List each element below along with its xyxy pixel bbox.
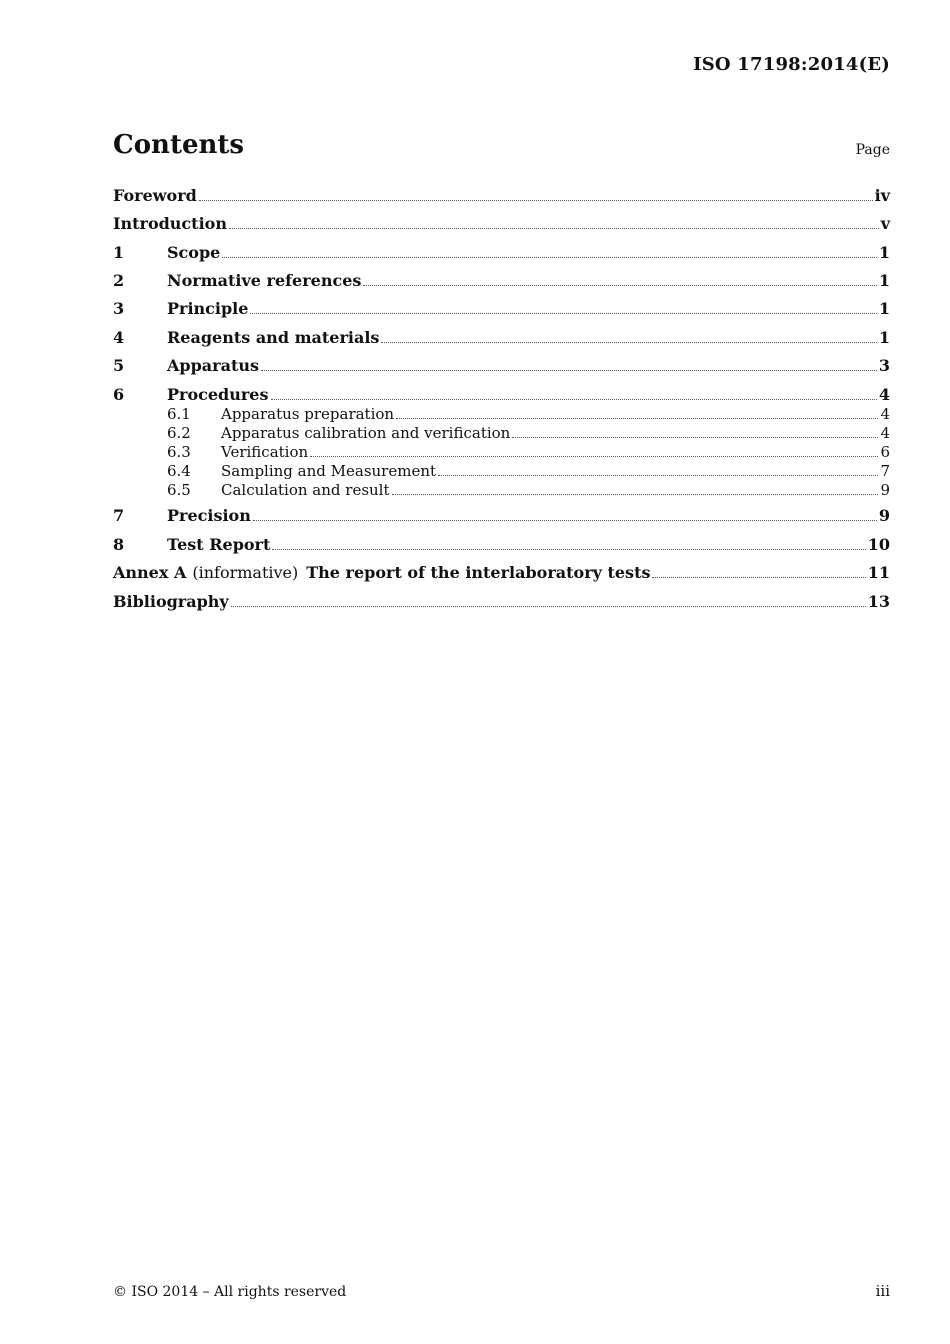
toc-page: 1 bbox=[878, 243, 890, 262]
dot-leader bbox=[652, 576, 865, 578]
toc-page: 7 bbox=[880, 462, 890, 480]
toc-page: 4 bbox=[878, 385, 890, 404]
dot-leader bbox=[512, 436, 878, 438]
toc-entry-normative-references[interactable] bbox=[113, 271, 890, 291]
toc-number: 6.3 bbox=[167, 443, 191, 461]
toc-title: Sampling and Measurement bbox=[221, 462, 437, 480]
toc-title: Procedures bbox=[167, 385, 269, 404]
toc-number: 2 bbox=[113, 271, 125, 290]
toc-entry-verification[interactable] bbox=[113, 443, 890, 462]
toc-page: 1 bbox=[878, 299, 890, 318]
toc-page: 6 bbox=[880, 443, 890, 461]
toc-number: 6.1 bbox=[167, 405, 191, 423]
toc-page: 4 bbox=[880, 424, 890, 442]
toc-title: Apparatus bbox=[167, 356, 259, 375]
dot-leader bbox=[396, 417, 878, 419]
toc-entry-test-report[interactable] bbox=[113, 535, 890, 555]
dot-leader bbox=[310, 455, 878, 457]
toc-number: 1 bbox=[113, 243, 125, 262]
toc-page: 3 bbox=[878, 356, 890, 375]
annex-title: The report of the interlaboratory tests bbox=[306, 563, 651, 582]
toc-page: 1 bbox=[878, 271, 890, 290]
dot-leader bbox=[381, 341, 876, 343]
toc-page: v bbox=[880, 214, 890, 233]
document-id: ISO 17198:2014(E) bbox=[693, 54, 890, 75]
toc-page: 10 bbox=[867, 535, 890, 554]
dot-leader bbox=[261, 369, 877, 371]
toc-entry-apparatus-preparation[interactable] bbox=[113, 405, 890, 424]
toc-page: 1 bbox=[878, 328, 890, 347]
toc-entry-bibliography[interactable] bbox=[113, 592, 890, 612]
toc-entry-scope[interactable] bbox=[113, 243, 890, 263]
toc-page: 9 bbox=[880, 481, 890, 499]
toc-number: 7 bbox=[113, 506, 125, 525]
toc-title: Reagents and materials bbox=[167, 328, 380, 347]
toc-title: Scope bbox=[167, 243, 221, 262]
dot-leader bbox=[253, 519, 877, 521]
toc-entry-calculation-and-result[interactable] bbox=[113, 481, 890, 500]
toc-number: 6.5 bbox=[167, 481, 191, 499]
toc-title: Test Report bbox=[167, 535, 271, 554]
toc-title: Bibliography bbox=[113, 592, 229, 611]
toc-page: iv bbox=[874, 186, 890, 205]
toc-number: 4 bbox=[113, 328, 125, 347]
toc-page: 4 bbox=[880, 405, 890, 423]
toc-number: 8 bbox=[113, 535, 125, 554]
table-of-contents bbox=[113, 184, 890, 612]
page-number: iii bbox=[875, 1282, 890, 1300]
annex-type: (informative) bbox=[192, 563, 299, 582]
toc-page: 9 bbox=[878, 506, 890, 525]
toc-entry-sampling-and-measurement[interactable] bbox=[113, 462, 890, 481]
toc-entry-introduction[interactable] bbox=[113, 214, 890, 234]
toc-entry-principle[interactable] bbox=[113, 299, 890, 319]
dot-leader bbox=[199, 199, 873, 201]
dot-leader bbox=[392, 493, 879, 495]
toc-entry-annex-a[interactable] bbox=[113, 563, 890, 583]
dot-leader bbox=[229, 227, 879, 229]
page-column-label: Page bbox=[855, 142, 890, 158]
toc-title: Principle bbox=[167, 299, 249, 318]
toc-number: 3 bbox=[113, 299, 125, 318]
dot-leader bbox=[272, 548, 865, 550]
toc-entry-foreword[interactable] bbox=[113, 186, 890, 206]
toc-number: 6.2 bbox=[167, 424, 191, 442]
toc-entry-reagents-and-materials[interactable] bbox=[113, 328, 890, 348]
toc-number: 6.4 bbox=[167, 462, 191, 480]
dot-leader bbox=[250, 312, 876, 314]
dot-leader bbox=[271, 398, 877, 400]
dot-leader bbox=[231, 605, 866, 607]
annex-label: Annex A bbox=[113, 563, 187, 582]
toc-page: 13 bbox=[867, 592, 890, 611]
toc-entry-apparatus[interactable] bbox=[113, 356, 890, 376]
toc-title: Normative references bbox=[167, 271, 362, 290]
toc-entry-apparatus-calibration[interactable] bbox=[113, 424, 890, 443]
contents-heading: Contents bbox=[113, 130, 245, 160]
toc-number: 6 bbox=[113, 385, 125, 404]
toc-entry-precision[interactable] bbox=[113, 506, 890, 526]
copyright-notice: © ISO 2014 – All rights reserved bbox=[113, 1284, 347, 1300]
toc-title: Calculation and result bbox=[221, 481, 390, 499]
toc-title: Introduction bbox=[113, 214, 227, 233]
toc-number: 5 bbox=[113, 356, 125, 375]
toc-entry-procedures[interactable] bbox=[113, 385, 890, 405]
toc-title: Apparatus calibration and verification bbox=[221, 424, 511, 442]
toc-title: Foreword bbox=[113, 186, 197, 205]
toc-title: Precision bbox=[167, 506, 251, 525]
toc-title: Verification bbox=[221, 443, 309, 461]
dot-leader bbox=[363, 284, 876, 286]
dot-leader bbox=[222, 256, 877, 258]
toc-title: Apparatus preparation bbox=[221, 405, 395, 423]
toc-page: 11 bbox=[867, 563, 890, 582]
dot-leader bbox=[438, 474, 878, 476]
